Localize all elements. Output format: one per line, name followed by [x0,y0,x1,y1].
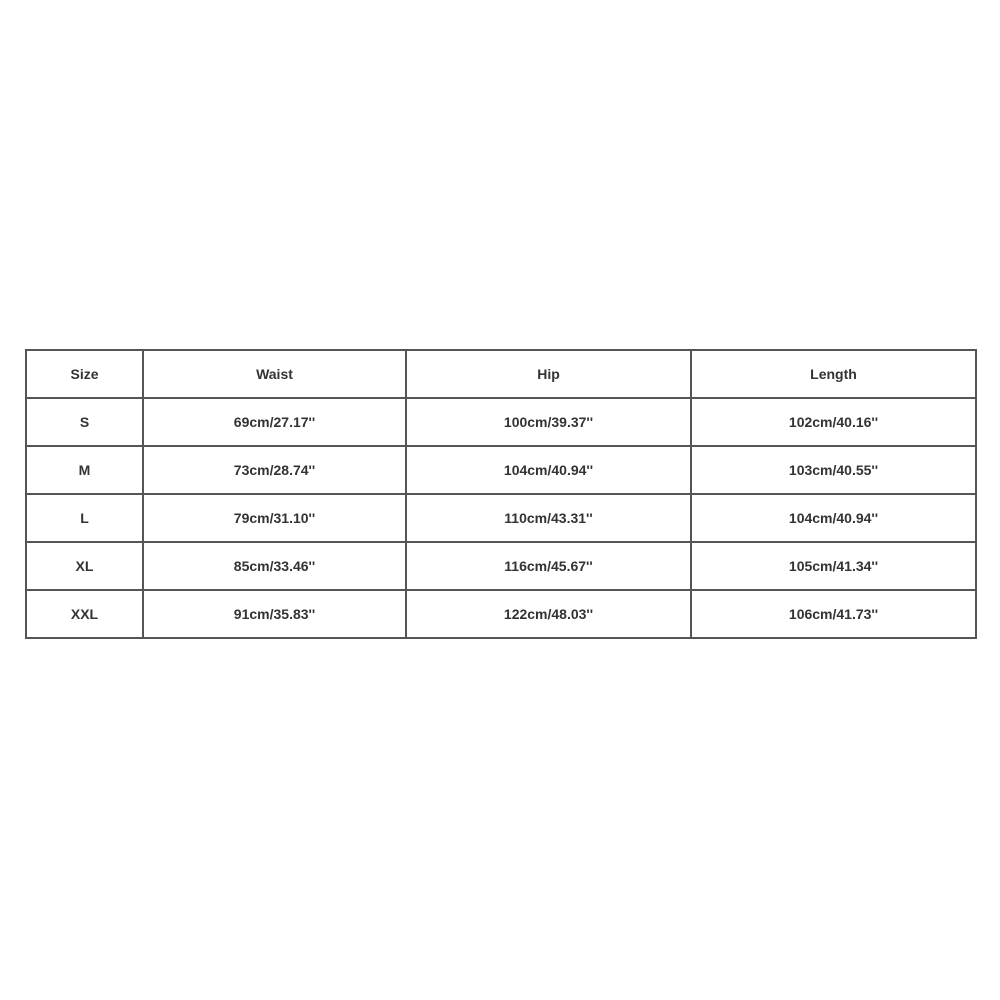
cell-hip: 100cm/39.37'' [406,398,691,446]
table-row [26,446,976,494]
cell-length: 106cm/41.73'' [691,590,976,638]
cell-waist: 69cm/27.17'' [143,398,406,446]
cell-size: M [26,446,143,494]
cell-hip: 122cm/48.03'' [406,590,691,638]
cell-hip: 104cm/40.94'' [406,446,691,494]
cell-waist: 85cm/33.46'' [143,542,406,590]
cell-size: XXL [26,590,143,638]
table-row [26,494,976,542]
cell-length: 103cm/40.55'' [691,446,976,494]
header-size: Size [26,350,143,398]
table-row [26,398,976,446]
cell-waist: 73cm/28.74'' [143,446,406,494]
cell-waist: 91cm/35.83'' [143,590,406,638]
cell-length: 104cm/40.94'' [691,494,976,542]
header-length: Length [691,350,976,398]
cell-size: L [26,494,143,542]
cell-hip: 110cm/43.31'' [406,494,691,542]
cell-size: XL [26,542,143,590]
header-hip: Hip [406,350,691,398]
cell-length: 102cm/40.16'' [691,398,976,446]
cell-length: 105cm/41.34'' [691,542,976,590]
table-row [26,590,976,638]
size-chart-table [25,349,977,639]
table-header-row [26,350,976,398]
cell-hip: 116cm/45.67'' [406,542,691,590]
cell-waist: 79cm/31.10'' [143,494,406,542]
table-row [26,542,976,590]
header-waist: Waist [143,350,406,398]
cell-size: S [26,398,143,446]
